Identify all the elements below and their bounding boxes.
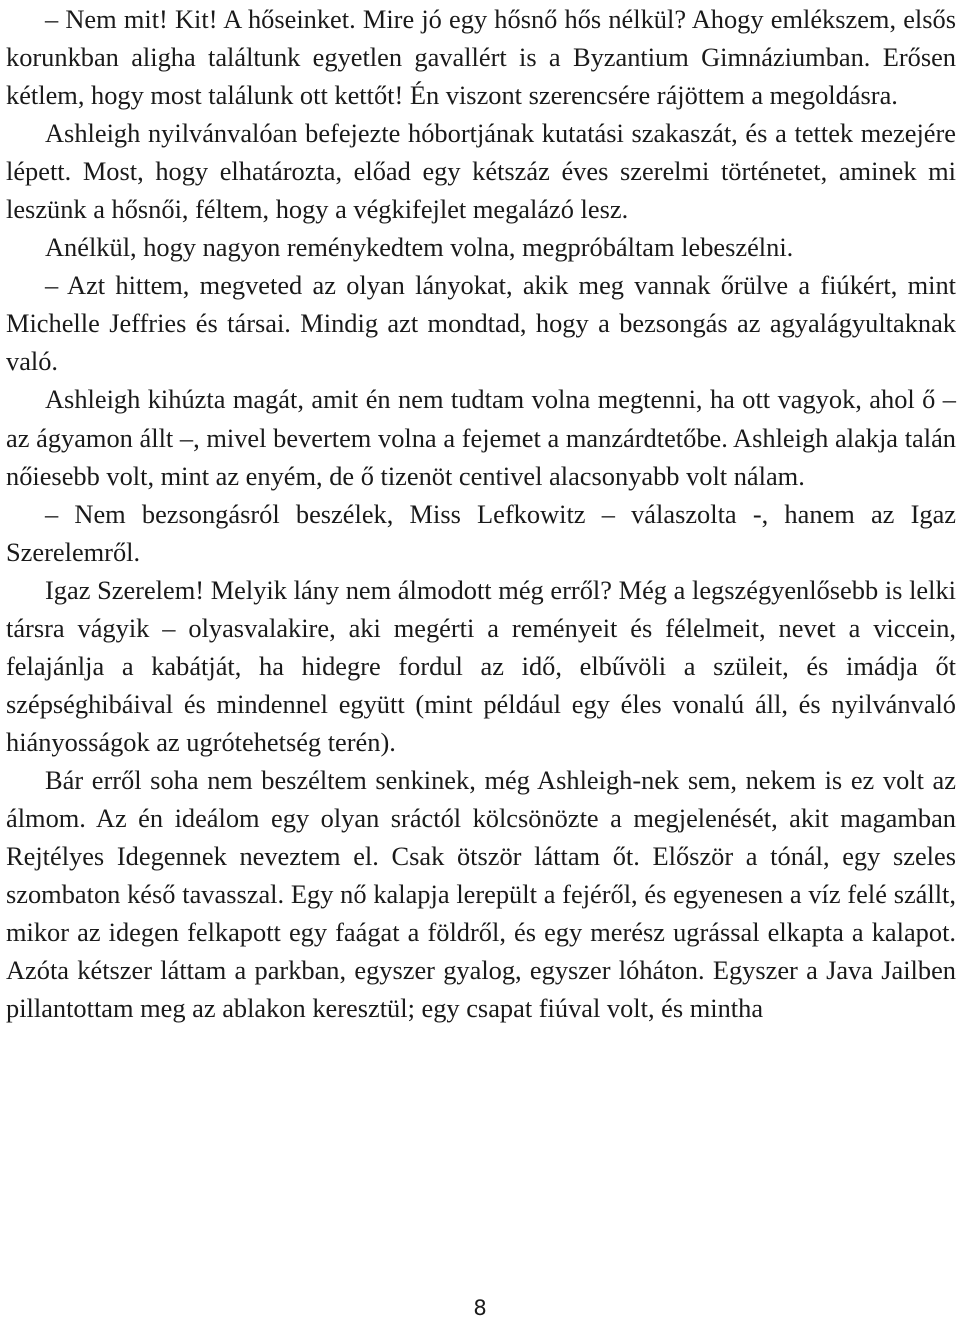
paragraph-2: Ashleigh nyilvánvalóan befejezte hóbortjának kutatási szakaszát, és a tettek mezejére lépett. Most, hogy elhatározta, előad egy kétszáz éves szerelmi történetet, aminek mi leszünk a hősnői, féltem, hogy a végkifejlet megalázó lesz. (6, 118, 956, 225)
paragraph-3: Anélkül, hogy nagyon reménykedtem volna, megpróbáltam lebeszélni. (45, 232, 794, 263)
page-number: 8 (473, 1296, 487, 1320)
paragraph-6: – Nem bezsongásról beszélek, Miss Lefkowitz – válaszolta -, hanem az Igaz Szerelemről. (6, 498, 956, 567)
paragraph-7: Igaz Szerelem! Melyik lány nem álmodott még erről? Még a legszégyenlősebb is lelki társra vágyik – olyasvalakire, aki megérti a reményeit és félelmeit, nevet a viccein, felajánlja a kabátját, ha hidegre fordul az idő, elbűvöli a szüleit, és imádja őt szépséghibáival és mindennel együtt (mint például egy éles vonalú áll, és nyilvánvaló hiányosságok az ugrótehetség terén). (6, 574, 956, 757)
paragraph-5: Ashleigh kihúzta magát, amit én nem tudtam volna megtenni, ha ott vagyok, ahol ő – az ágyamon állt –, mivel bevertem volna a fejemet a manzárdtetőbe. Ashleigh alakja talán nőiesebb volt, mint az enyém, de ő tizenöt centivel alacsonyabb volt nálam. (6, 384, 956, 491)
paragraph-1: – Nem mit! Kit! A hőseinket. Mire jó egy hősnő hős nélkül? Ahogy emlékszem, elsős korunkban aligha találtunk egyetlen gavallért is a Byzantium Gimnáziumban. Erősen kétlem, hogy most találunk ott kettőt! Én viszont szerencsére rájöttem a megoldásra. (6, 4, 956, 111)
page-body (6, 0, 956, 1027)
paragraph-8: Bár erről soha nem beszéltem senkinek, még Ashleigh-nek sem, nekem is ez volt az álmom. Az én ideálom egy olyan sráctól kölcsönözte a megjelenését, akit magamban Rejtélyes Idegennek neveztem el. Csak ötször láttam őt. Először a tónál, egy szeles szombaton késő tavasszal. Egy nő kalapja lerepült a fejéről, és egyenesen a víz felé szállt, mikor az idegen felkapott egy faágat a földről, és egy merész ugrással elkapta a kalapot. Azóta kétszer láttam a parkban, egyszer gyalog, egyszer lóháton. Egyszer a Java Jailben pillantottam meg az ablakon keresztül; egy csapat fiúval volt, és mintha (6, 764, 956, 1024)
paragraph-4: – Azt hittem, megveted az olyan lányokat, akik meg vannak őrülve a fiúkért, mint Michelle Jeffries és társai. Mindig azt mondtad, hogy a bezsongás az agyalágyultaknak való. (6, 270, 956, 377)
